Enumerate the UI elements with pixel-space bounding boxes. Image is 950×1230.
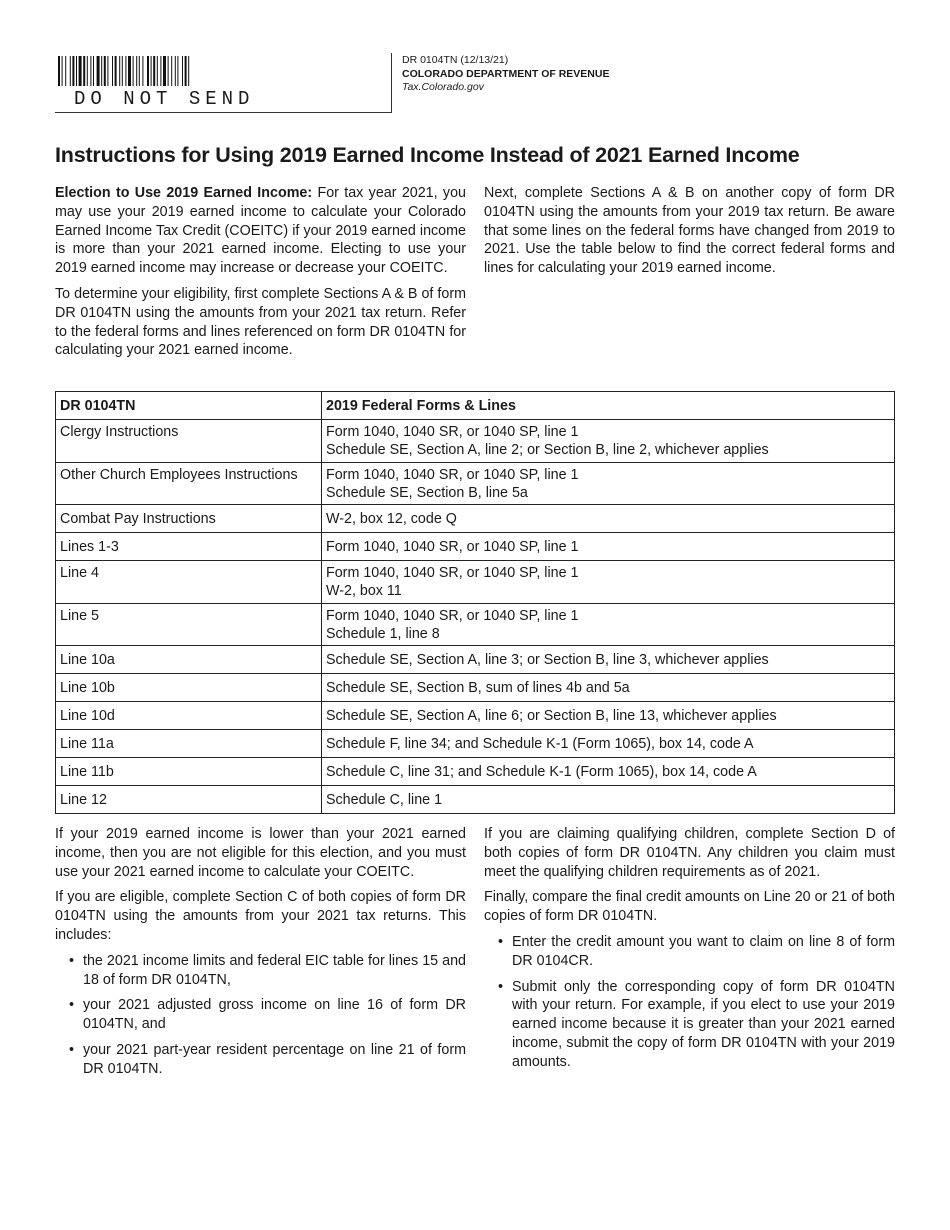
federal-form-line: Schedule C, line 1	[326, 792, 443, 809]
federal-form-line: Schedule F, line 34; and Schedule K-1 (Form 1065), box 14, code A	[326, 736, 754, 753]
intro-left-column	[55, 184, 466, 367]
barcode-bar	[72, 56, 74, 86]
barcode-bar	[119, 56, 120, 86]
table-row	[56, 420, 895, 463]
next-paragraph: Next, complete Sections A & B on another copy of form DR 0104TN using the amounts from your 2019 tax return. Be aware that some lines on the federal forms have changed from 2019 to 2021. Use the table below to find the correct federal forms and lines for calculating your 2019 earned income.	[484, 185, 895, 277]
dr0104tn-line-cell: Line 11b	[56, 758, 322, 786]
federal-forms-cell	[322, 674, 895, 702]
barcode-bar	[87, 56, 88, 86]
do-not-send-label: DO NOT SEND	[74, 88, 255, 110]
barcode-bar	[58, 56, 60, 86]
federal-form-line: Schedule SE, Section A, line 3; or Section B, line 3, whichever applies	[326, 652, 769, 669]
barcode-bar	[62, 56, 63, 86]
federal-forms-cell	[322, 420, 895, 463]
dr0104tn-line-cell: Clergy Instructions	[56, 420, 322, 463]
barcode-bar	[128, 56, 131, 86]
election-heading: Election to Use 2019 Earned Income:	[55, 185, 313, 201]
table-row	[56, 674, 895, 702]
table-row	[56, 533, 895, 561]
list-item: • Submit only the corresponding copy of form DR 0104TN with your return. For example, if you elect to use your 2019 earned income because it is greater than your 2021 earned income, submit the copy of form DR 0104TN with your 2019 amounts.	[498, 978, 895, 1072]
dr0104tn-line-cell: Combat Pay Instructions	[56, 505, 322, 533]
federal-forms-cell	[322, 533, 895, 561]
federal-form-line: W-2, box 11	[326, 583, 402, 600]
children-paragraph: If you are claiming qualifying children, complete Section D of both copies of form DR 0104TN. Any children you claim must meet the qualifying children requirements as of 2021.	[484, 826, 895, 880]
lower-income-paragraph: If your 2019 earned income is lower than your 2021 earned income, then you are not eligible for this election, and you must use your 2021 earned income to calculate your COEITC.	[55, 826, 466, 880]
table-header-dr0104tn: DR 0104TN	[56, 392, 322, 420]
barcode-bar	[163, 56, 166, 86]
barcode-image	[58, 56, 274, 86]
barcode-bar	[97, 56, 100, 86]
dr0104tn-line-cell: Line 12	[56, 786, 322, 814]
table-row	[56, 646, 895, 674]
barcode-bar	[142, 56, 143, 86]
dr0104tn-line-cell: Lines 1-3	[56, 533, 322, 561]
dr0104tn-line-cell: Line 10b	[56, 674, 322, 702]
department-name: COLORADO DEPARTMENT OF REVENUE	[402, 67, 610, 80]
table-row	[56, 702, 895, 730]
barcode-bar	[79, 56, 82, 86]
bottom-right-column	[484, 825, 895, 1079]
federal-form-line: Form 1040, 1040 SR, or 1040 SP, line 1	[326, 539, 579, 556]
barcode-bar	[83, 56, 85, 86]
barcode-bar	[65, 56, 66, 86]
bottom-left-column	[55, 825, 466, 1086]
page-title: Instructions for Using 2019 Earned Income Instead of 2021 Earned Income	[55, 143, 800, 167]
federal-form-line: Form 1040, 1040 SR, or 1040 SP, line 1	[326, 424, 579, 440]
barcode-bar	[93, 56, 94, 86]
federal-forms-cell	[322, 603, 895, 646]
dr0104tn-line-cell: Line 4	[56, 561, 322, 604]
federal-forms-cell	[322, 758, 895, 786]
barcode-bar	[185, 56, 187, 86]
barcode-bar	[139, 56, 140, 86]
federal-form-line: W-2, box 12, code Q	[326, 511, 457, 528]
barcode-bar	[104, 56, 106, 86]
table-body	[56, 420, 895, 814]
barcode-bar	[90, 56, 91, 86]
barcode-bar	[125, 56, 126, 86]
table-row	[56, 730, 895, 758]
list-item: • your 2021 part-year resident percentage on line 21 of form DR 0104TN.	[69, 1041, 466, 1079]
federal-form-line: Form 1040, 1040 SR, or 1040 SP, line 1	[326, 466, 579, 483]
table-row	[56, 786, 895, 814]
barcode-bar	[107, 56, 108, 86]
barcode-bar	[168, 56, 169, 86]
federal-form-line: Schedule C, line 31; and Schedule K-1 (Form 1065), box 14, code A	[326, 764, 757, 781]
barcode-bar	[112, 56, 113, 86]
table-row	[56, 561, 895, 604]
barcode-bar	[160, 56, 161, 86]
federal-forms-cell	[322, 505, 895, 533]
list-item: • Enter the credit amount you want to claim on line 8 of form DR 0104CR.	[498, 933, 895, 971]
barcode-bar	[153, 56, 155, 86]
federal-forms-cell	[322, 702, 895, 730]
federal-form-line: Schedule SE, Section B, sum of lines 4b and 5a	[326, 680, 630, 697]
federal-forms-cell	[322, 730, 895, 758]
intro-right-column	[484, 184, 895, 285]
federal-forms-cell	[322, 646, 895, 674]
barcode-bar	[70, 56, 71, 86]
barcode-bar	[133, 56, 134, 86]
dr0104tn-line-cell: Line 5	[56, 603, 322, 646]
table-row	[56, 603, 895, 646]
federal-form-line: Schedule SE, Section A, line 6; or Section B, line 13, whichever applies	[326, 708, 777, 725]
dr0104tn-line-cell: Line 10a	[56, 646, 322, 674]
dr0104tn-line-cell: Other Church Employees Instructions	[56, 462, 322, 505]
barcode-bar	[157, 56, 158, 86]
form-metadata	[402, 54, 609, 95]
eligible-bullet-list	[55, 952, 466, 1079]
dr0104tn-line-cell: Line 10d	[56, 702, 322, 730]
table-header-row	[56, 392, 895, 420]
barcode-bar	[175, 56, 176, 86]
finally-paragraph: Finally, compare the final credit amounts on Line 20 or 21 of both copies of form DR 0104TN.	[484, 889, 895, 925]
table-row	[56, 758, 895, 786]
federal-form-line: Form 1040, 1040 SR, or 1040 SP, line 1	[326, 565, 579, 582]
barcode-bar	[136, 56, 137, 86]
federal-form-line: Schedule SE, Section B, line 5a	[326, 484, 528, 501]
barcode-bar	[182, 56, 183, 86]
barcode-bar	[151, 56, 152, 86]
dr0104tn-line-cell: Line 11a	[56, 730, 322, 758]
header-divider-horizontal	[55, 112, 392, 113]
election-paragraph	[55, 184, 466, 278]
list-item: • your 2021 adjusted gross income on line 16 of form DR 0104TN, and	[69, 996, 466, 1034]
barcode-bar	[101, 56, 102, 86]
eligible-paragraph: If you are eligible, complete Section C of both copies of form DR 0104TN using the amounts from your 2021 tax returns. This includes:	[55, 889, 466, 943]
federal-form-line: Schedule SE, Section A, line 2; or Section B, line 2, whichever applies	[326, 442, 769, 459]
federal-form-line: Schedule 1, line 8	[326, 626, 440, 643]
federal-forms-cell	[322, 786, 895, 814]
final-bullet-list	[484, 933, 895, 1072]
barcode-bar	[147, 56, 149, 86]
election-text: For tax year 2021, you may use your 2019 earned income to calculate your Colorado Earned Income Tax Credit (COEITC) if your 2019 earned income is more than your 2021 earned income. Electing to use your 2019 earned income may increase or decrease your COEITC.	[55, 185, 466, 277]
federal-forms-cell	[322, 561, 895, 604]
table-row	[56, 462, 895, 505]
federal-forms-cell	[322, 462, 895, 505]
website-text: Tax.Colorado.gov	[402, 81, 484, 93]
barcode-bar	[76, 56, 77, 86]
header-divider-vertical	[391, 53, 392, 113]
eligibility-paragraph: To determine your eligibility, first complete Sections A & B of form DR 0104TN using the amounts from your 2021 tax return. Refer to the federal forms and lines referenced on form DR 0104TN for calculating your 2021 earned income.	[55, 285, 466, 359]
federal-forms-table	[55, 391, 895, 814]
table-row	[56, 505, 895, 533]
barcode-bar	[115, 56, 117, 86]
federal-form-line: Form 1040, 1040 SR, or 1040 SP, line 1	[326, 607, 579, 624]
barcode-bar	[171, 56, 172, 86]
barcode-bar	[188, 56, 189, 86]
list-item: • the 2021 income limits and federal EIC table for lines 15 and 18 of form DR 0104TN,	[69, 952, 466, 990]
barcode-bar	[122, 56, 123, 86]
form-id: DR 0104TN (12/13/21)	[402, 54, 509, 66]
table-header-federal-forms: 2019 Federal Forms & Lines	[322, 392, 895, 420]
barcode-bar	[177, 56, 178, 86]
